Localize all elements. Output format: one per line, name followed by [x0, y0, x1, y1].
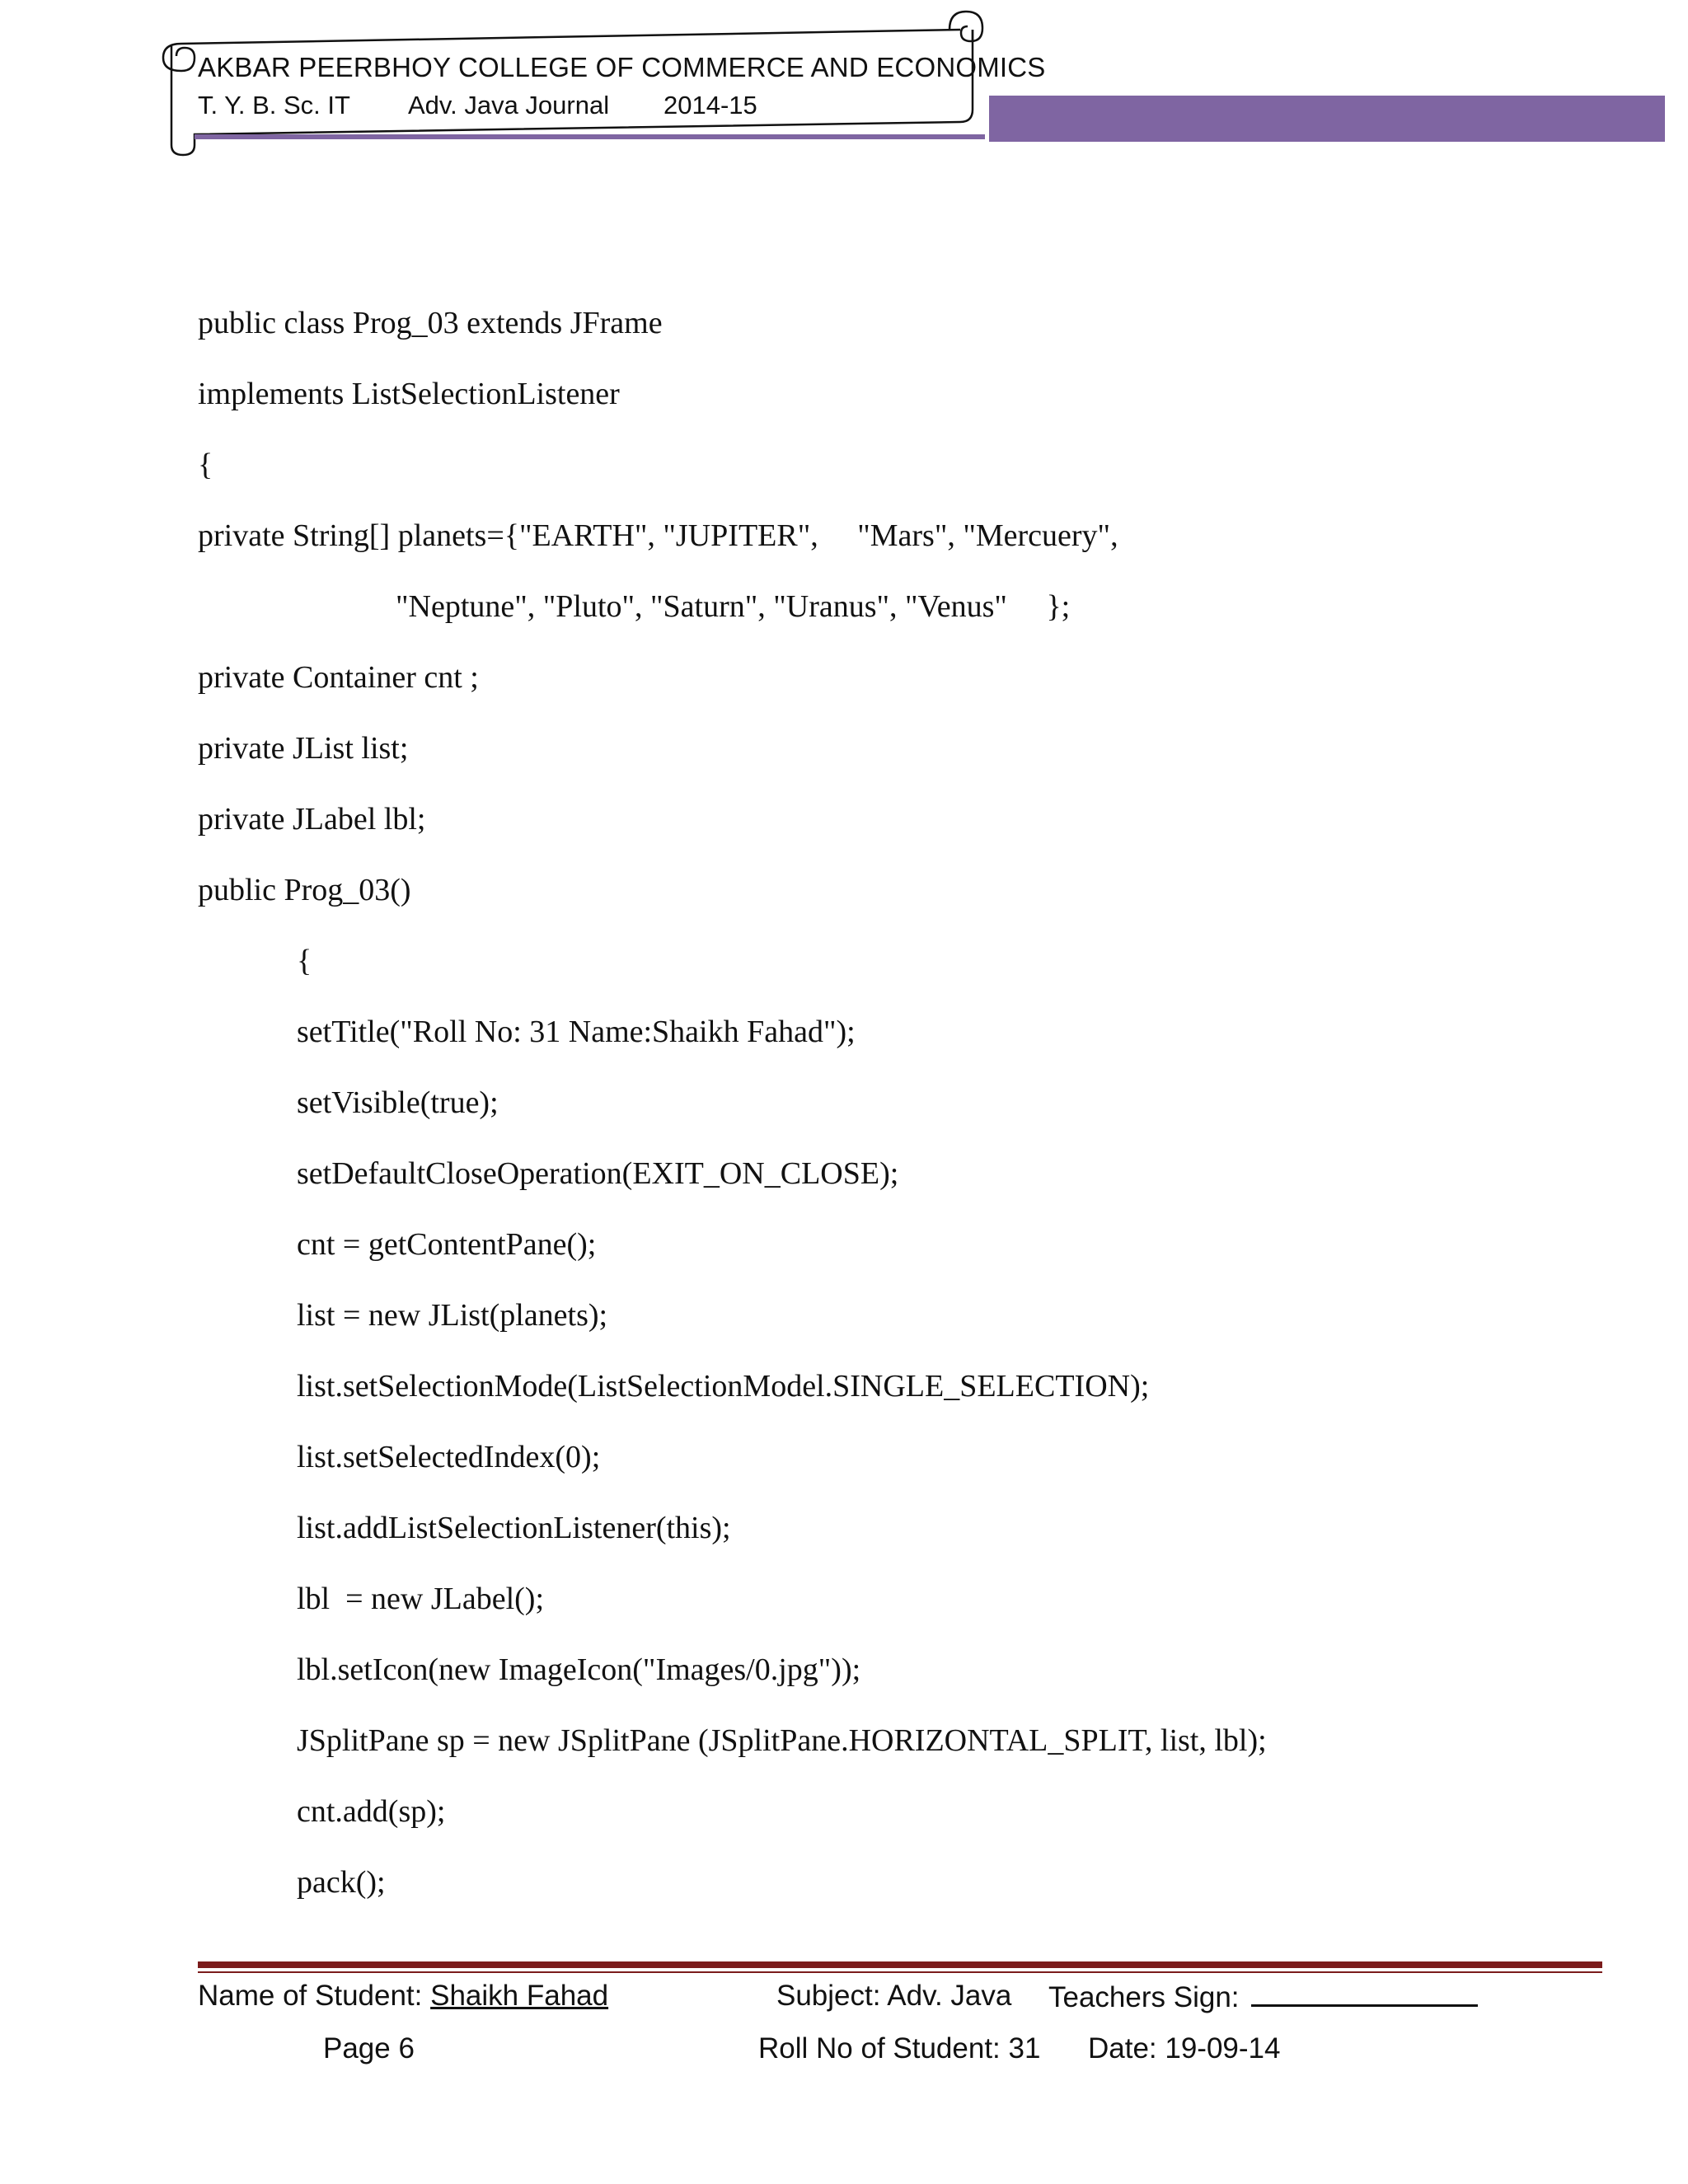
code-line: implements ListSelectionListener	[198, 377, 620, 411]
signature-line	[1251, 1980, 1478, 2007]
code-line: setVisible(true);	[297, 1085, 499, 1120]
teacher-sign-label: Teachers Sign:	[1048, 1981, 1240, 2013]
code-line: cnt.add(sp);	[297, 1794, 446, 1829]
college-name: AKBAR PEERBHOY COLLEGE OF COMMERCE AND ECONOMICS	[198, 52, 1046, 82]
scroll-banner	[157, 7, 997, 163]
page-header	[157, 7, 1665, 163]
subject-label: Subject: Adv. Java	[776, 1980, 1012, 2012]
code-line: "Neptune", "Pluto", "Saturn", "Uranus", "Venus" };	[396, 589, 1071, 624]
code-line: private Container cnt ;	[198, 660, 479, 695]
student-name-label: Name of Student:	[198, 1980, 431, 2012]
code-line: private String[] planets={"EARTH", "JUPITER", "Mars", "Mercuery",	[198, 518, 1118, 553]
code-line: list.setSelectionMode(ListSelectionModel.SINGLE_SELECTION);	[297, 1369, 1150, 1404]
code-line: cnt = getContentPane();	[297, 1227, 597, 1262]
code-line: setDefaultCloseOperation(EXIT_ON_CLOSE);	[297, 1156, 899, 1191]
date: Date: 19-09-14	[1088, 2032, 1281, 2064]
code-line: lbl = new JLabel();	[297, 1582, 545, 1616]
teacher-sign	[1048, 1980, 1478, 2014]
footer-rule	[198, 1961, 1602, 1973]
code-line: private JLabel lbl;	[198, 802, 426, 837]
code-line: {	[198, 448, 213, 482]
course-name: T. Y. B. Sc. IT	[198, 91, 350, 120]
page-number: Page 6	[323, 2032, 415, 2064]
code-line: list.addListSelectionListener(this);	[297, 1511, 731, 1545]
header-subline	[198, 91, 757, 120]
code-line: public Prog_03()	[198, 873, 411, 907]
roll-number: Roll No of Student: 31	[758, 2032, 1041, 2064]
student-name	[198, 1980, 608, 2013]
student-name-value: Shaikh Fahad	[430, 1980, 609, 2012]
code-line: setTitle("Roll No: 31 Name:Shaikh Fahad");	[297, 1015, 856, 1049]
code-line: public class Prog_03 extends JFrame	[198, 306, 663, 340]
academic-year: 2014-15	[663, 91, 757, 120]
header-band	[989, 96, 1665, 142]
code-line: pack();	[297, 1865, 386, 1900]
code-line: {	[297, 944, 312, 978]
footer-rule-thin	[198, 1971, 1602, 1973]
code-line: private JList list;	[198, 731, 409, 766]
code-line: list.setSelectedIndex(0);	[297, 1440, 601, 1474]
code-line: lbl.setIcon(new ImageIcon("Images/0.jpg"));	[297, 1652, 861, 1687]
code-listing	[198, 298, 1599, 1929]
code-line: JSplitPane sp = new JSplitPane (JSplitPane.HORIZONTAL_SPLIT, list, lbl);	[297, 1723, 1267, 1758]
footer-rule-thick	[198, 1961, 1602, 1968]
code-line: list = new JList(planets);	[297, 1298, 608, 1333]
journal-subject: Adv. Java Journal	[408, 91, 610, 120]
